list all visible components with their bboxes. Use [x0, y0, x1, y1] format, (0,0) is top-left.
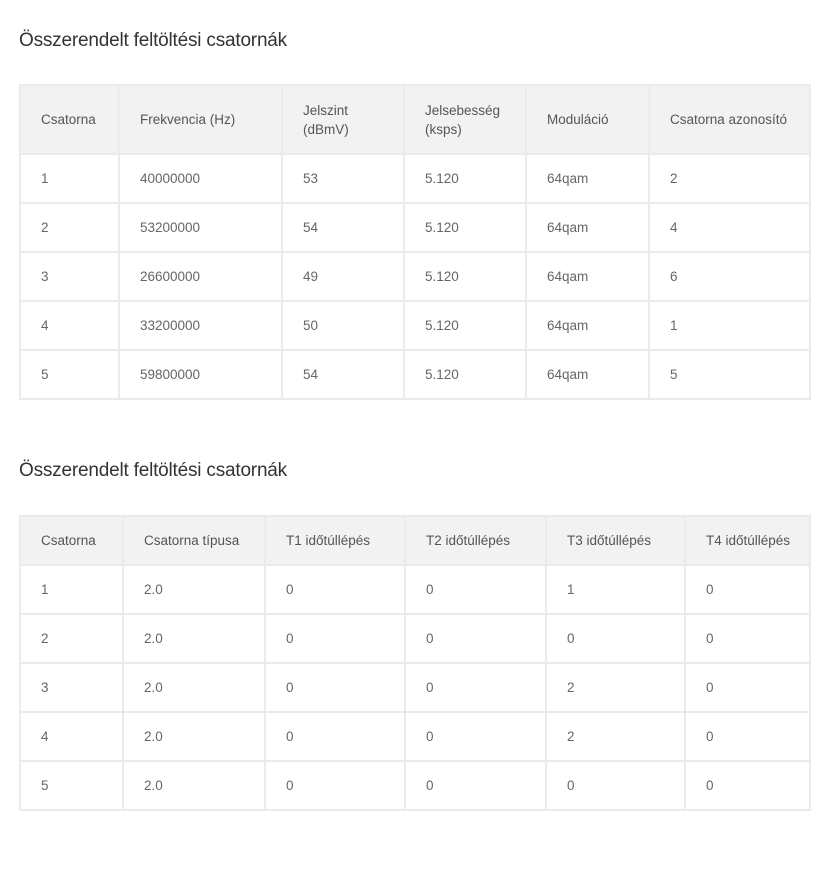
col-header-power: [282, 85, 404, 154]
cell-t3-timeout: 2: [546, 712, 685, 761]
upstream-channels-title: Összerendelt feltöltési csatornák: [19, 30, 287, 51]
table-row: [20, 252, 810, 301]
col-header-t1-timeout: T1 időtúllépés: [265, 516, 405, 565]
cell-symbol-rate: 5.120: [404, 301, 526, 350]
cell-t3-timeout: 2: [546, 663, 685, 712]
cell-channel: 1: [20, 154, 119, 203]
cell-power: 49: [282, 252, 404, 301]
cell-power: 50: [282, 301, 404, 350]
cell-symbol-rate: 5.120: [404, 154, 526, 203]
col-header-channel-type: Csatorna típusa: [123, 516, 265, 565]
table-header-row: [20, 516, 810, 565]
col-header-channel: Csatorna: [20, 85, 119, 154]
col-header-t4-timeout: T4 időtúllépés: [685, 516, 810, 565]
cell-symbol-rate: 5.120: [404, 203, 526, 252]
col-header-symbol-rate: [404, 85, 526, 154]
cell-t4-timeout: 0: [685, 614, 810, 663]
cell-channel-type: 2.0: [123, 761, 265, 810]
cell-channel-id: 5: [649, 350, 810, 399]
table-row: [20, 663, 810, 712]
col-header-channel: Csatorna: [20, 516, 123, 565]
cell-t2-timeout: 0: [405, 761, 546, 810]
cell-channel: 2: [20, 203, 119, 252]
cell-t2-timeout: 0: [405, 712, 546, 761]
col-header-t2-timeout: T2 időtúllépés: [405, 516, 546, 565]
upstream-timeouts-table: [19, 515, 811, 811]
cell-symbol-rate: 5.120: [404, 350, 526, 399]
cell-channel: 4: [20, 301, 119, 350]
table-header-row: [20, 85, 810, 154]
cell-frequency: 33200000: [119, 301, 282, 350]
cell-t1-timeout: 0: [265, 663, 405, 712]
cell-t4-timeout: 0: [685, 565, 810, 614]
cell-symbol-rate: 5.120: [404, 252, 526, 301]
cell-channel-id: 2: [649, 154, 810, 203]
cell-modulation: 64qam: [526, 252, 649, 301]
cell-channel: 1: [20, 565, 123, 614]
cell-channel-id: 4: [649, 203, 810, 252]
cell-power: 54: [282, 203, 404, 252]
cell-channel-type: 2.0: [123, 663, 265, 712]
cell-frequency: 40000000: [119, 154, 282, 203]
table-row: [20, 712, 810, 761]
cell-frequency: 59800000: [119, 350, 282, 399]
cell-t1-timeout: 0: [265, 712, 405, 761]
cell-t1-timeout: 0: [265, 565, 405, 614]
col-header-frequency: Frekvencia (Hz): [119, 85, 282, 154]
cell-t4-timeout: 0: [685, 761, 810, 810]
upstream-timeouts-title: Összerendelt feltöltési csatornák: [19, 460, 287, 481]
cell-modulation: 64qam: [526, 350, 649, 399]
cell-channel-id: 1: [649, 301, 810, 350]
col-header-power-line1: Jelszint: [303, 102, 349, 118]
table-row: [20, 761, 810, 810]
cell-channel: 4: [20, 712, 123, 761]
cell-modulation: 64qam: [526, 154, 649, 203]
table-row: [20, 154, 810, 203]
cell-t1-timeout: 0: [265, 614, 405, 663]
cell-channel-id: 6: [649, 252, 810, 301]
cell-channel: 3: [20, 663, 123, 712]
cell-channel-type: 2.0: [123, 712, 265, 761]
cell-channel-type: 2.0: [123, 614, 265, 663]
cell-channel: 3: [20, 252, 119, 301]
col-header-symbol-rate-line1: Jelsebesség: [425, 102, 501, 118]
cell-channel-type: 2.0: [123, 565, 265, 614]
cell-channel: 2: [20, 614, 123, 663]
cell-modulation: 64qam: [526, 203, 649, 252]
cell-frequency: 53200000: [119, 203, 282, 252]
table-row: [20, 565, 810, 614]
cell-t3-timeout: 0: [546, 614, 685, 663]
cell-t3-timeout: 1: [546, 565, 685, 614]
cell-t2-timeout: 0: [405, 565, 546, 614]
table-row: [20, 301, 810, 350]
table-row: [20, 350, 810, 399]
cell-t2-timeout: 0: [405, 614, 546, 663]
col-header-t3-timeout: T3 időtúllépés: [546, 516, 685, 565]
table-row: [20, 203, 810, 252]
cell-power: 54: [282, 350, 404, 399]
cell-t2-timeout: 0: [405, 663, 546, 712]
cell-t4-timeout: 0: [685, 712, 810, 761]
cell-t3-timeout: 0: [546, 761, 685, 810]
cell-channel: 5: [20, 350, 119, 399]
cell-t4-timeout: 0: [685, 663, 810, 712]
col-header-power-line2: (dBmV): [303, 121, 349, 137]
cell-t1-timeout: 0: [265, 761, 405, 810]
col-header-channel-id: Csatorna azonosító: [649, 85, 810, 154]
upstream-channels-table: [19, 84, 811, 400]
cell-modulation: 64qam: [526, 301, 649, 350]
cell-frequency: 26600000: [119, 252, 282, 301]
table-row: [20, 614, 810, 663]
col-header-modulation: Moduláció: [526, 85, 649, 154]
col-header-symbol-rate-line2: (ksps): [425, 121, 462, 137]
cell-power: 53: [282, 154, 404, 203]
cell-channel: 5: [20, 761, 123, 810]
